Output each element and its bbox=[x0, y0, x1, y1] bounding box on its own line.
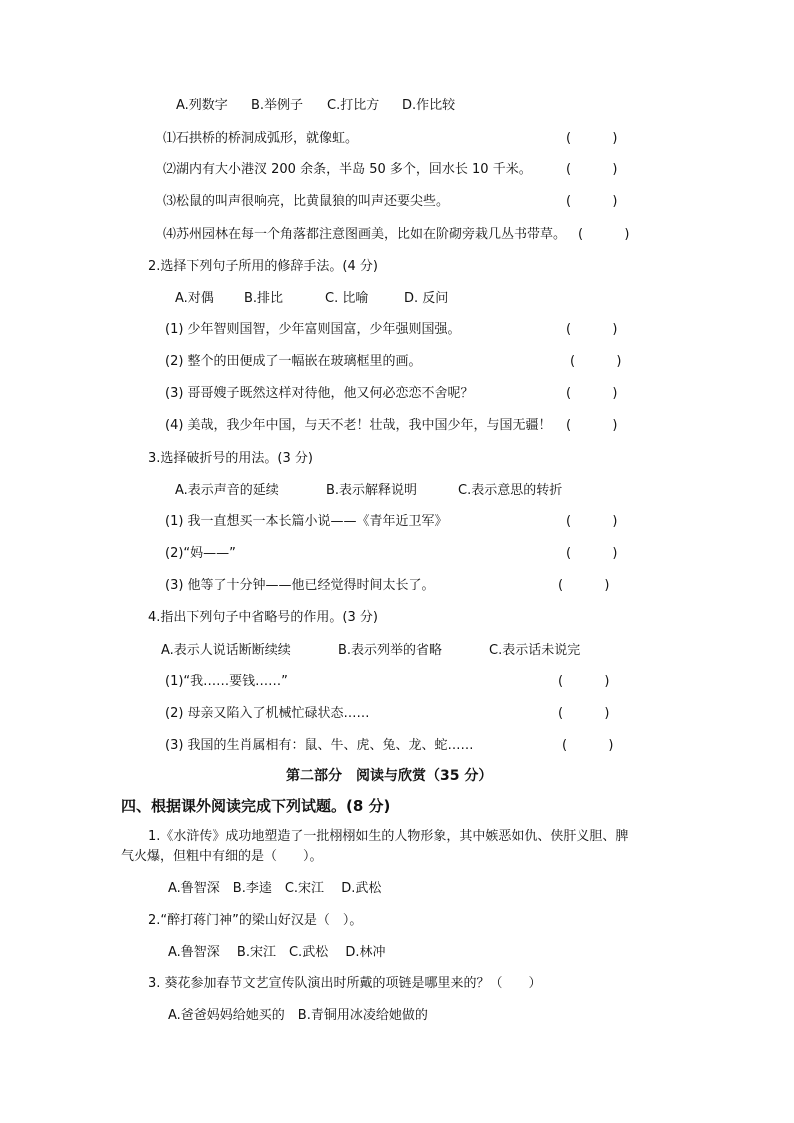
q3-item-1-answer[interactable]: ( ) bbox=[566, 514, 618, 529]
sec4-q2-line: 2.“醉打蒋门神”的梁山好汉是（ ）。 bbox=[148, 913, 363, 928]
sec4-q1-line1: 1.《水浒传》成功地塑造了一批栩栩如生的人物形象，其中嫉恶如仇、侠肝义胆、脾 bbox=[148, 829, 629, 844]
q1-item-2: ⑵湖内有大小港汊 200 余条，半岛 50 多个，回水长 10 千米。 bbox=[163, 162, 532, 177]
q3-item-3-answer[interactable]: ( ) bbox=[558, 578, 610, 593]
q3-option-b: B.表示解释说明 bbox=[326, 483, 418, 498]
q1-option-b: B.举例子 bbox=[251, 98, 304, 113]
q3-item-2: (2)“妈——” bbox=[165, 546, 236, 561]
q1-option-a: A.列数字 bbox=[176, 98, 228, 113]
q1-item-2-answer[interactable]: ( ) bbox=[566, 162, 618, 177]
sec4-q1-line2: 气火爆，但粗中有细的是（ ）。 bbox=[121, 849, 323, 864]
sec4-q1-options: A.鲁智深 B.李逵 C.宋江 D.武松 bbox=[168, 881, 382, 896]
q4-item-1: (1)“我……要钱……” bbox=[165, 674, 288, 689]
q2-option-d: D. 反问 bbox=[404, 291, 449, 306]
q4-option-c: C.表示话未说完 bbox=[489, 643, 581, 658]
q2-item-2-answer[interactable]: ( ) bbox=[570, 354, 622, 369]
q4-option-a: A.表示人说话断断续续 bbox=[161, 643, 291, 658]
q4-item-3: (3) 我国的生肖属相有：鼠、牛、虎、兔、龙、蛇…… bbox=[165, 738, 474, 753]
q1-option-d: D.作比较 bbox=[402, 98, 456, 113]
q3-item-1: (1) 我一直想买一本长篇小说——《青年近卫军》 bbox=[165, 514, 448, 529]
q4-option-b: B.表示列举的省略 bbox=[338, 643, 443, 658]
sec4-q3-line: 3. 葵花参加春节文艺宣传队演出时所戴的项链是哪里来的？（ ） bbox=[148, 976, 542, 991]
q2-item-4: (4) 美哉，我少年中国，与天不老！壮哉，我中国少年，与国无疆！ bbox=[165, 418, 552, 433]
q2-item-4-answer[interactable]: ( ) bbox=[566, 418, 618, 433]
q2-option-b: B.排比 bbox=[244, 291, 284, 306]
q1-option-c: C.打比方 bbox=[327, 98, 380, 113]
q1-item-4: ⑷苏州园林在每一个角落都注意图画美，比如在阶砌旁栽几丛书带草。 bbox=[163, 227, 567, 242]
q3-item-2-answer[interactable]: ( ) bbox=[566, 546, 618, 561]
q2-option-c: C. 比喻 bbox=[325, 291, 369, 306]
q1-item-1-answer[interactable]: ( ) bbox=[566, 131, 618, 146]
q4-item-2: (2) 母亲又陷入了机械忙碌状态…… bbox=[165, 706, 370, 721]
q2-item-2: (2) 整个的田便成了一幅嵌在玻璃框里的画。 bbox=[165, 354, 422, 369]
q2-item-1-answer[interactable]: ( ) bbox=[566, 322, 618, 337]
sec4-q2-options: A.鲁智深 B.宋江 C.武松 D.林冲 bbox=[168, 945, 386, 960]
section4-heading: 四、根据课外阅读完成下列试题。(8 分) bbox=[121, 797, 391, 815]
q3-item-3: (3) 他等了十分钟——他已经觉得时间太长了。 bbox=[165, 578, 435, 593]
sec4-q3-options: A.爸爸妈妈给她买的 B.青铜用冰凌给她做的 bbox=[168, 1008, 428, 1023]
q1-item-3-answer[interactable]: ( ) bbox=[566, 194, 618, 209]
q4-title: 4.指出下列句子中省略号的作用。(3 分) bbox=[148, 610, 378, 625]
q2-option-a: A.对偶 bbox=[175, 291, 214, 306]
q2-item-3-answer[interactable]: ( ) bbox=[566, 386, 618, 401]
q2-item-1: (1) 少年智则国智，少年富则国富，少年强则国强。 bbox=[165, 322, 461, 337]
q2-item-3: (3) 哥哥嫂子既然这样对待他，他又何必恋恋不舍呢？ bbox=[165, 386, 474, 401]
q2-title: 2.选择下列句子所用的修辞手法。(4 分) bbox=[148, 259, 378, 274]
q1-item-3: ⑶松鼠的叫声很响亮，比黄鼠狼的叫声还要尖些。 bbox=[163, 194, 450, 209]
q1-item-1: ⑴石拱桥的桥洞成弧形，就像虹。 bbox=[163, 131, 359, 146]
q3-option-c: C.表示意思的转折 bbox=[458, 483, 563, 498]
q4-item-3-answer[interactable]: ( ) bbox=[562, 738, 614, 753]
q4-item-1-answer[interactable]: ( ) bbox=[558, 674, 610, 689]
part2-heading: 第二部分 阅读与欣赏（35 分） bbox=[286, 768, 493, 784]
q3-option-a: A.表示声音的延续 bbox=[175, 483, 279, 498]
q3-title: 3.选择破折号的用法。(3 分) bbox=[148, 451, 313, 466]
q1-item-4-answer[interactable]: ( ) bbox=[578, 227, 630, 242]
q4-item-2-answer[interactable]: ( ) bbox=[558, 706, 610, 721]
